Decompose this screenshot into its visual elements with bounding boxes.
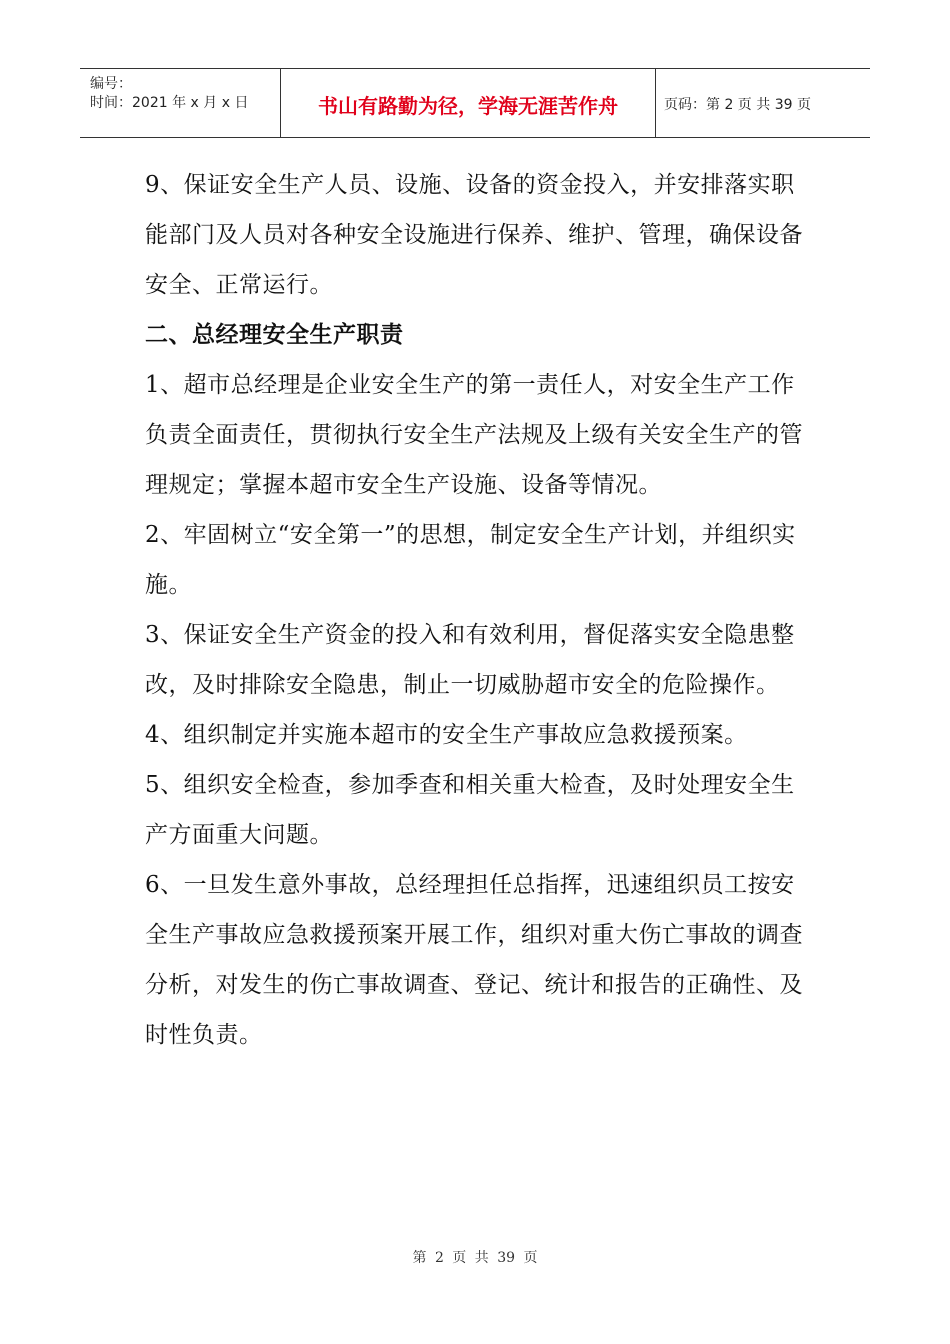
header-info-cell [80,69,280,137]
paragraph-item-5: 5、组织安全检查，参加季查和相关重大检查，及时处理安全生产方面重大问题。 [145,772,795,848]
document-header [80,68,870,138]
document-time-label: 时间：2021 年 x 月 x 日 [90,95,249,111]
document-number-label: 编号： [90,76,132,92]
paragraph-item-4: 4、组织制定并实施本超市的安全生产事故应急救援预案。 [145,722,748,748]
paragraph-item-6: 6、一旦发生意外事故，总经理担任总指挥，迅速组织员工按安全生产事故应急救援预案开展工作，组织对重大伤亡事故的调查分析，对发生的伤亡事故调查、登记、统计和报告的正确性、及时性负责。 [145,872,803,1048]
header-page-code: 页码：第 2 页 共 39 页 [664,97,811,113]
paragraph-item-9: 9、保证安全生产人员、设施、设备的资金投入，并安排落实职能部门及人员对各种安全设施进行保养、维护、管理，确保设备安全、正常运行。 [145,172,803,298]
header-page-cell [656,69,870,137]
document-body [145,160,805,1060]
page-footer: 第 2 页 共 39 页 [412,1250,538,1266]
paragraph-item-3: 3、保证安全生产资金的投入和有效利用，督促落实安全隐患整改，及时排除安全隐患，制止一切威胁超市安全的危险操作。 [145,622,795,698]
header-motto: 书山有路勤为径，学海无涯苦作舟 [318,94,618,118]
section-heading: 二、总经理安全生产职责 [145,321,404,348]
paragraph-item-2: 2、牢固树立“安全第一”的思想，制定安全生产计划，并组织实施。 [145,522,796,598]
header-motto-cell [280,69,656,137]
paragraph-item-1: 1、超市总经理是企业安全生产的第一责任人，对安全生产工作负责全面责任，贯彻执行安全生产法规及上级有关安全生产的管理规定；掌握本超市安全生产设施、设备等情况。 [145,372,803,498]
